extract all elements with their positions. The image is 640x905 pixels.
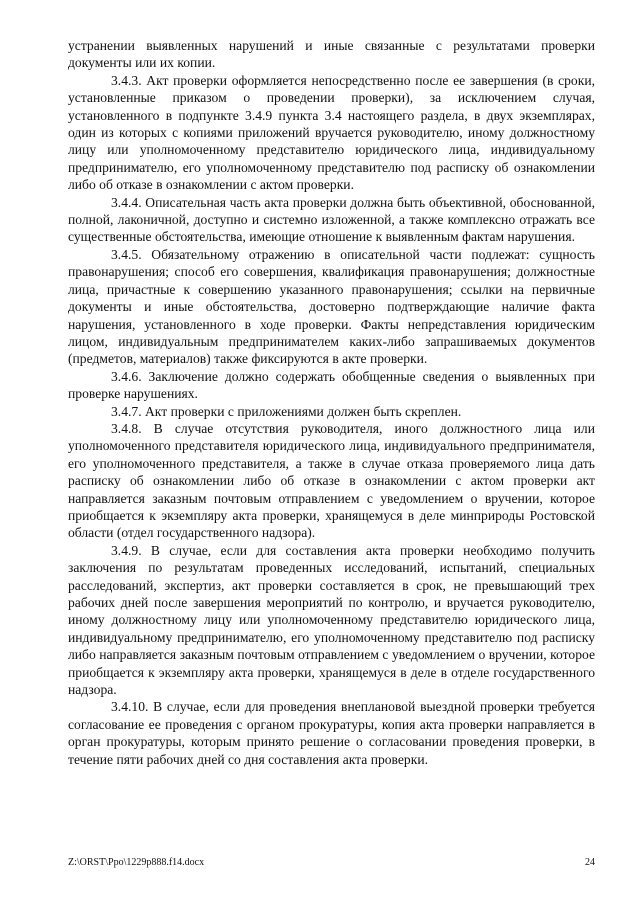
- paragraph-3-4-7: 3.4.7. Акт проверки с приложениями должен быть скреплен.: [111, 403, 462, 419]
- paragraph-3-4-5: 3.4.5. Обязательному отражению в описательной части подлежат: сущность правонарушения; способ его совершения, квалификация правонарушения; должностные лица, причастные к совершению указанного правонарушения; ссылки на первичные документы и иные обстоятельства, достоверно подтверждающие наличие факта нарушения, установленного в ходе проверки. Факты непредставления юридическим лицом, индивидуальным предпринимателем каких-либо запрашиваемых документов (предметов, материалов) также фиксируются в акте проверки.: [68, 246, 595, 367]
- paragraph-3-4-10: 3.4.10. В случае, если для проведения внеплановой выездной проверки требуется согласование ее проведения с органом прокуратуры, копия акта проверки направляется в орган прокуратуры, которым принято решение о согласовании проведения проверки, в течение пяти рабочих дней со дня составления акта проверки.: [68, 699, 595, 767]
- paragraph-3-4-6: 3.4.6. Заключение должно содержать обобщенные сведения о выявленных при проверке нарушениях.: [68, 368, 595, 402]
- paragraph-3-4-4: 3.4.4. Описательная часть акта проверки должна быть объективной, обоснованной, полной, лаконичной, доступно и системно изложенной, а также комплексно отражать все существенные обстоятельства, имеющие отношение к выявленным фактам нарушения.: [68, 194, 595, 245]
- footer-page-number: 24: [585, 857, 595, 868]
- paragraph-3-4-8: 3.4.8. В случае отсутствия руководителя, иного должностного лица или уполномоченного представителя юридического лица, индивидуального предпринимателя, его уполномоченного представителя, а также в случае отказа проверяемого лица дать расписку об ознакомлении либо об отказе в ознакомлении с актом проверки акт направляется заказным почтовым отправлением с уведомлением о вручении, которое приобщается к экземпляру акта проверки, хранящемуся в деле минприроды Ростовской области (отдел государственного надзора).: [68, 420, 595, 541]
- paragraph-continuation: устранении выявленных нарушений и иные связанные с результатами проверки документы или их копии.: [68, 38, 595, 71]
- document-body: [68, 37, 595, 768]
- paragraph-3-4-9: 3.4.9. В случае, если для составления акта проверки необходимо получить заключения по результатам проведенных исследований, испытаний, специальных расследований, экспертиз, акт проверки составляется в срок, не превышающий трех рабочих дней после завершения мероприятий по контролю, и вручается руководителю, иному должностному лицу или уполномоченному представителю юридического лица, индивидуальному предпринимателю, его уполномоченному представителю под расписку либо направляется заказным почтовым отправлением с уведомлением о вручении, которое приобщается к экземпляру акта проверки, хранящемуся в деле в отделе государственного надзора.: [68, 542, 595, 698]
- paragraph-3-4-3: 3.4.3. Акт проверки оформляется непосредственно после ее завершения (в сроки, установленные приказом о проведении проверки), за исключением случая, установленного в подпункте 3.4.9 пункта 3.4 настоящего раздела, в двух экземплярах, один из которых с копиями приложений вручается руководителю, иному должностному лицу или уполномоченному представителю юридического лица, индивидуальному предпринимателю, его уполномоченному представителю под расписку об ознакомлении либо об отказе в ознакомлении с актом проверки.: [68, 72, 595, 193]
- footer-file-path: Z:\ORST\Ppo\1229p888.f14.docx: [68, 857, 205, 868]
